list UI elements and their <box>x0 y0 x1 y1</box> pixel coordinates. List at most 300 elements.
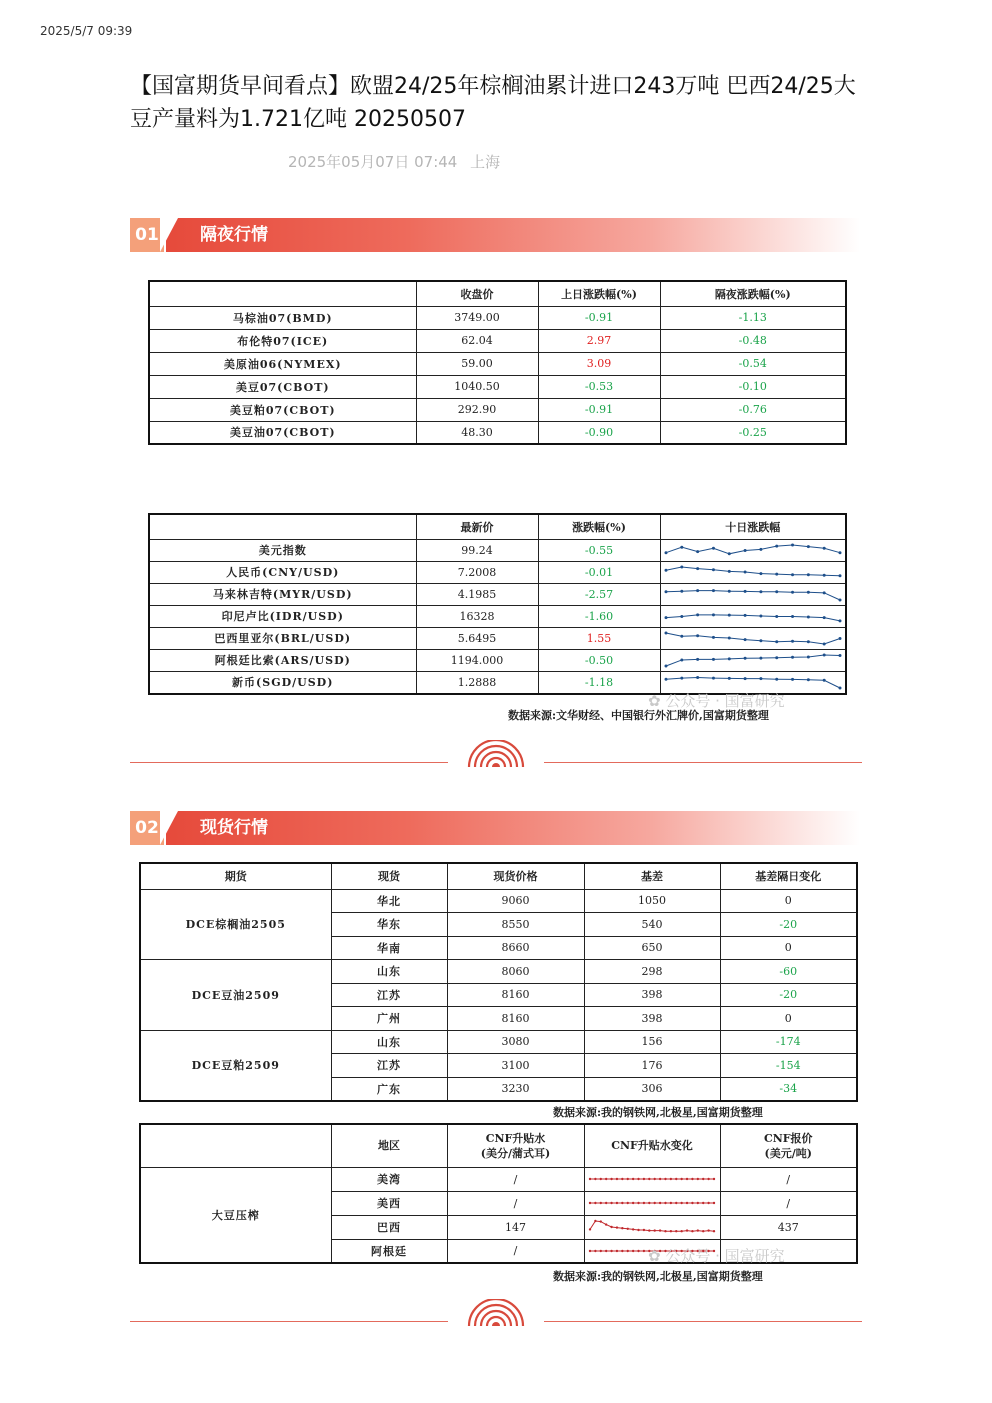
table-row <box>149 329 846 352</box>
trend-point <box>588 1202 590 1204</box>
currency-name: 美元指数 <box>149 539 416 561</box>
column-header: 隔夜涨跌幅(%) <box>660 281 846 306</box>
trend-point <box>637 1178 639 1180</box>
publish-location: 上海 <box>470 153 501 171</box>
ten-day-trend-cell <box>660 627 846 649</box>
latest-price: 5.6495 <box>416 627 538 649</box>
trend-point <box>791 543 794 546</box>
prev-day-change: -0.90 <box>538 421 660 444</box>
overnight-change: -0.54 <box>660 352 846 375</box>
trend-point <box>680 589 683 592</box>
trend-point <box>610 1250 612 1252</box>
cloud-ornament-icon <box>465 740 527 768</box>
prev-day-change: -0.91 <box>538 398 660 421</box>
trend-point <box>743 656 746 659</box>
basis: 298 <box>584 960 720 984</box>
trend-point <box>727 552 730 555</box>
trend-point <box>806 678 809 681</box>
ten-day-trend-cell <box>660 561 846 583</box>
article-meta <box>288 151 508 172</box>
basis-change: -174 <box>720 1030 857 1054</box>
trend-point <box>610 1226 612 1228</box>
close-price: 1040.50 <box>416 375 538 398</box>
divider-left <box>130 1321 448 1322</box>
basis: 306 <box>584 1077 720 1101</box>
section-header-overnight <box>130 218 860 252</box>
trend-point <box>680 1230 682 1232</box>
currency-name: 人民币(CNY/USD) <box>149 561 416 583</box>
basis: 1050 <box>584 889 720 913</box>
table-row <box>149 605 846 627</box>
column-header: CNF报价 (美元/吨) <box>720 1124 857 1167</box>
trend-point <box>775 656 778 659</box>
column-header: CNF升贴水 (美分/蒲式耳) <box>447 1124 584 1167</box>
ten-day-trend-cell <box>660 583 846 605</box>
trend-point <box>712 1230 714 1232</box>
trend-point <box>759 547 762 550</box>
ten-day-trend-cell <box>660 649 846 671</box>
ten-day-trend-cell <box>660 605 846 627</box>
close-price: 3749.00 <box>416 306 538 329</box>
trend-point <box>822 678 825 681</box>
trend-point <box>642 1178 644 1180</box>
cnf-source-note: 数据来源:我的钢铁网,北极星,国富期货整理 <box>553 1270 763 1283</box>
trend-point <box>675 1178 677 1180</box>
table-row <box>149 583 846 605</box>
currency-name: 新币(SGD/USD) <box>149 671 416 694</box>
trend-point <box>626 1228 628 1230</box>
table-row <box>149 306 846 329</box>
trend-point <box>648 1229 650 1231</box>
trend-point <box>759 656 762 659</box>
overnight-change: -0.48 <box>660 329 846 352</box>
trend-point <box>791 639 794 642</box>
trend-point <box>599 1220 601 1222</box>
trend-point <box>822 653 825 656</box>
trend-point <box>664 616 667 619</box>
column-header <box>149 281 416 306</box>
trend-point <box>642 1250 644 1252</box>
basis: 540 <box>584 913 720 937</box>
trend-point <box>775 590 778 593</box>
basis: 398 <box>584 1007 720 1031</box>
spot-region: 山东 <box>331 1030 447 1054</box>
ten-day-sparkline <box>661 628 845 649</box>
trend-point <box>594 1220 596 1222</box>
spot-market-table <box>139 862 858 1102</box>
cnf-premium: / <box>447 1167 584 1191</box>
trend-point <box>838 654 841 657</box>
trend-point <box>675 1230 677 1232</box>
instrument-name: 美原油06(NYMEX) <box>149 352 416 375</box>
trend-point <box>791 590 794 593</box>
trend-point <box>838 574 841 577</box>
trend-point <box>775 615 778 618</box>
trend-point <box>658 1178 660 1180</box>
table-row <box>149 539 846 561</box>
trend-point <box>806 545 809 548</box>
trend-point <box>775 640 778 643</box>
trend-point <box>806 615 809 618</box>
column-header: CNF升贴水变化 <box>584 1124 720 1167</box>
trend-point <box>642 1202 644 1204</box>
trend-point <box>822 546 825 549</box>
ten-day-sparkline <box>661 540 845 561</box>
column-header: 收盘价 <box>416 281 538 306</box>
spot-price: 3080 <box>447 1030 584 1054</box>
basis: 156 <box>584 1030 720 1054</box>
spot-region: 山东 <box>331 960 447 984</box>
overnight-change: -0.76 <box>660 398 846 421</box>
trend-point <box>599 1202 601 1204</box>
trend-point <box>669 1230 671 1232</box>
section-header-spot <box>130 811 860 845</box>
trend-point <box>759 614 762 617</box>
trend-point <box>626 1178 628 1180</box>
trend-point <box>822 642 825 645</box>
trend-point <box>691 1202 693 1204</box>
cnf-region: 阿根廷 <box>331 1239 447 1263</box>
section-number: 02 <box>130 811 164 845</box>
trend-point <box>599 1178 601 1180</box>
spot-region: 江苏 <box>331 983 447 1007</box>
currency-name: 阿根廷比索(ARS/USD) <box>149 649 416 671</box>
trend-line <box>666 545 840 554</box>
futures-contract: DCE棕榈油2505 <box>140 889 331 960</box>
trend-point <box>711 568 714 571</box>
trend-point <box>759 639 762 642</box>
trend-point <box>680 545 683 548</box>
trend-point <box>604 1202 606 1204</box>
trend-point <box>806 640 809 643</box>
trend-point <box>712 1202 714 1204</box>
trend-point <box>702 1230 704 1232</box>
cnf-region: 美湾 <box>331 1167 447 1191</box>
instrument-name: 美豆油07(CBOT) <box>149 421 416 444</box>
basis-change: -20 <box>720 983 857 1007</box>
trend-point <box>680 676 683 679</box>
trend-point <box>664 631 667 634</box>
basis-change: -60 <box>720 960 857 984</box>
currency-name: 马来林吉特(MYR/USD) <box>149 583 416 605</box>
trend-point <box>685 1178 687 1180</box>
spot-region: 广州 <box>331 1007 447 1031</box>
prev-day-change: -0.53 <box>538 375 660 398</box>
trend-point <box>691 1178 693 1180</box>
currency-name: 巴西里亚尔(BRL/USD) <box>149 627 416 649</box>
spot-price: 8160 <box>447 983 584 1007</box>
spot-region: 华东 <box>331 913 447 937</box>
instrument-name: 美豆07(CBOT) <box>149 375 416 398</box>
trend-point <box>743 638 746 641</box>
overnight-change: -1.13 <box>660 306 846 329</box>
trend-point <box>696 634 699 637</box>
trend-point <box>707 1229 709 1231</box>
trend-point <box>626 1250 628 1252</box>
trend-point <box>838 619 841 622</box>
column-header: 基差隔日变化 <box>720 863 857 889</box>
instrument-name: 马棕油07(BMD) <box>149 306 416 329</box>
ten-day-sparkline <box>661 584 845 605</box>
spot-region: 华南 <box>331 936 447 960</box>
trend-point <box>631 1228 633 1230</box>
trend-point <box>631 1250 633 1252</box>
trend-point <box>604 1250 606 1252</box>
table-row <box>149 421 846 444</box>
cnf-trend-cell <box>584 1167 720 1191</box>
trend-point <box>680 1178 682 1180</box>
price-change: 1.55 <box>538 627 660 649</box>
watermark-text: 公众号 · 国富研究 <box>665 1247 785 1265</box>
trend-point <box>727 657 730 660</box>
trend-point <box>759 590 762 593</box>
table-row <box>149 375 846 398</box>
trend-point <box>615 1226 617 1228</box>
column-header: 最新价 <box>416 514 538 539</box>
futures-contract: DCE豆粕2509 <box>140 1030 331 1101</box>
trend-point <box>759 572 762 575</box>
trend-point <box>838 686 841 689</box>
trend-point <box>702 1202 704 1204</box>
trend-point <box>743 613 746 616</box>
ten-day-sparkline <box>661 650 845 671</box>
trend-point <box>775 544 778 547</box>
trend-point <box>621 1250 623 1252</box>
section-number: 01 <box>130 218 164 252</box>
instrument-name: 美豆粕07(CBOT) <box>149 398 416 421</box>
column-header: 上日涨跌幅(%) <box>538 281 660 306</box>
trend-point <box>621 1227 623 1229</box>
price-change: -0.50 <box>538 649 660 671</box>
trend-point <box>588 1228 590 1230</box>
basis-change: -154 <box>720 1054 857 1078</box>
trend-point <box>711 635 714 638</box>
table-row <box>140 1167 857 1191</box>
trend-point <box>727 589 730 592</box>
trend-point <box>711 657 714 660</box>
ten-day-sparkline <box>661 606 845 627</box>
cnf-premium: 147 <box>447 1215 584 1239</box>
cnf-region: 巴西 <box>331 1215 447 1239</box>
column-header: 地区 <box>331 1124 447 1167</box>
spot-source-note: 数据来源:我的钢铁网,北极星,国富期货整理 <box>553 1106 763 1119</box>
trend-point <box>806 573 809 576</box>
trend-point <box>664 1202 666 1204</box>
overnight-change: -0.10 <box>660 375 846 398</box>
trend-point <box>610 1178 612 1180</box>
cloud-ornament-icon <box>465 1299 527 1327</box>
ten-day-trend-cell <box>660 539 846 561</box>
trend-point <box>648 1202 650 1204</box>
spot-price: 8550 <box>447 913 584 937</box>
trend-point <box>727 636 730 639</box>
column-header: 现货 <box>331 863 447 889</box>
trend-point <box>604 1178 606 1180</box>
trend-point <box>759 677 762 680</box>
trend-point <box>658 1229 660 1231</box>
trend-point <box>615 1250 617 1252</box>
trend-point <box>653 1178 655 1180</box>
trend-point <box>702 1178 704 1180</box>
trend-point <box>685 1202 687 1204</box>
trend-point <box>631 1178 633 1180</box>
cnf-premium: / <box>447 1239 584 1263</box>
print-date: 2025/5/7 09:39 <box>40 24 133 38</box>
trend-point <box>696 589 699 592</box>
trend-point <box>658 1202 660 1204</box>
trend-point <box>594 1202 596 1204</box>
cnf-quote: / <box>720 1191 857 1215</box>
trend-point <box>791 573 794 576</box>
trend-point <box>664 551 667 554</box>
trend-point <box>626 1202 628 1204</box>
trend-point <box>631 1202 633 1204</box>
column-header: 十日涨跌幅 <box>660 514 846 539</box>
trend-point <box>696 1178 698 1180</box>
trend-line <box>666 655 840 666</box>
cnf-region: 美西 <box>331 1191 447 1215</box>
basis-change: 0 <box>720 1007 857 1031</box>
column-header <box>140 1124 331 1167</box>
trend-point <box>711 546 714 549</box>
latest-price: 7.2008 <box>416 561 538 583</box>
trend-point <box>621 1202 623 1204</box>
column-header: 现货价格 <box>447 863 584 889</box>
trend-point <box>604 1223 606 1225</box>
watermark-text: 公众号 · 国富研究 <box>665 692 785 710</box>
table-row <box>140 960 857 984</box>
publish-date: 2025年05月07日 07:44 <box>288 153 458 171</box>
divider-left <box>130 762 448 763</box>
price-change: -2.57 <box>538 583 660 605</box>
column-header: 基差 <box>584 863 720 889</box>
price-change: -1.60 <box>538 605 660 627</box>
cnf-quote: 437 <box>720 1215 857 1239</box>
trend-point <box>637 1250 639 1252</box>
cnf-premium-sparkline <box>585 1192 719 1214</box>
trend-point <box>615 1202 617 1204</box>
cnf-premium: / <box>447 1191 584 1215</box>
table-row <box>149 627 846 649</box>
trend-line <box>666 590 840 599</box>
overnight-change: -0.25 <box>660 421 846 444</box>
trend-point <box>637 1229 639 1231</box>
trend-point <box>653 1202 655 1204</box>
trend-point <box>637 1202 639 1204</box>
basis: 398 <box>584 983 720 1007</box>
table-row <box>149 352 846 375</box>
price-change: -0.01 <box>538 561 660 583</box>
cnf-trend-cell <box>584 1191 720 1215</box>
trend-point <box>588 1178 590 1180</box>
trend-point <box>615 1178 617 1180</box>
trend-point <box>838 551 841 554</box>
spot-price: 8660 <box>447 936 584 960</box>
table-row <box>149 561 846 583</box>
trend-point <box>711 613 714 616</box>
spot-price: 8060 <box>447 960 584 984</box>
spot-region: 江苏 <box>331 1054 447 1078</box>
table-row <box>149 398 846 421</box>
trend-point <box>680 634 683 637</box>
trend-point <box>680 1202 682 1204</box>
trend-point <box>727 613 730 616</box>
table-row <box>140 889 857 913</box>
basis-change: 0 <box>720 889 857 913</box>
prev-day-change: -0.91 <box>538 306 660 329</box>
wechat-icon: ✿ <box>648 692 661 710</box>
trend-point <box>664 677 667 680</box>
cnf-trend-cell <box>584 1215 720 1239</box>
price-change: -0.55 <box>538 539 660 561</box>
close-price: 292.90 <box>416 398 538 421</box>
trend-point <box>743 677 746 680</box>
trend-point <box>743 549 746 552</box>
trend-point <box>791 615 794 618</box>
close-price: 48.30 <box>416 421 538 444</box>
trend-point <box>707 1178 709 1180</box>
crush-group: 大豆压榨 <box>140 1167 331 1263</box>
trend-point <box>669 1202 671 1204</box>
fx-source-note: 数据来源:文华财经、中国银行外汇牌价,国富期货整理 <box>508 709 769 722</box>
trend-point <box>711 589 714 592</box>
cnf-table <box>139 1123 858 1264</box>
trend-point <box>680 615 683 618</box>
watermark <box>648 1245 785 1266</box>
trend-line <box>666 633 840 644</box>
trend-point <box>711 676 714 679</box>
trend-point <box>648 1178 650 1180</box>
currency-name: 印尼卢比(IDR/USD) <box>149 605 416 627</box>
trend-point <box>685 1229 687 1231</box>
trend-point <box>838 637 841 640</box>
instrument-name: 布伦特07(ICE) <box>149 329 416 352</box>
trend-point <box>822 616 825 619</box>
trend-point <box>599 1250 601 1252</box>
table-row <box>149 649 846 671</box>
spot-region: 华北 <box>331 889 447 913</box>
cnf-premium-sparkline <box>585 1168 719 1190</box>
spot-price: 3100 <box>447 1054 584 1078</box>
prev-day-change: 3.09 <box>538 352 660 375</box>
trend-point <box>664 590 667 593</box>
trend-line <box>666 614 840 620</box>
trend-point <box>727 676 730 679</box>
cnf-quote: / <box>720 1167 857 1191</box>
trend-point <box>664 568 667 571</box>
basis: 176 <box>584 1054 720 1078</box>
trend-point <box>775 677 778 680</box>
trend-point <box>664 664 667 667</box>
trend-point <box>680 658 683 661</box>
trend-point <box>696 613 699 616</box>
column-header: 期货 <box>140 863 331 889</box>
price-change: -1.18 <box>538 671 660 694</box>
ten-day-sparkline <box>661 562 845 583</box>
trend-point <box>743 589 746 592</box>
latest-price: 16328 <box>416 605 538 627</box>
trend-point <box>806 590 809 593</box>
trend-point <box>838 598 841 601</box>
close-price: 62.04 <box>416 329 538 352</box>
spot-price: 9060 <box>447 889 584 913</box>
divider-right <box>544 1321 862 1322</box>
trend-point <box>588 1250 590 1252</box>
basis-change: 0 <box>720 936 857 960</box>
table-row <box>140 1030 857 1054</box>
overnight-market-table <box>148 280 847 445</box>
trend-point <box>664 1178 666 1180</box>
